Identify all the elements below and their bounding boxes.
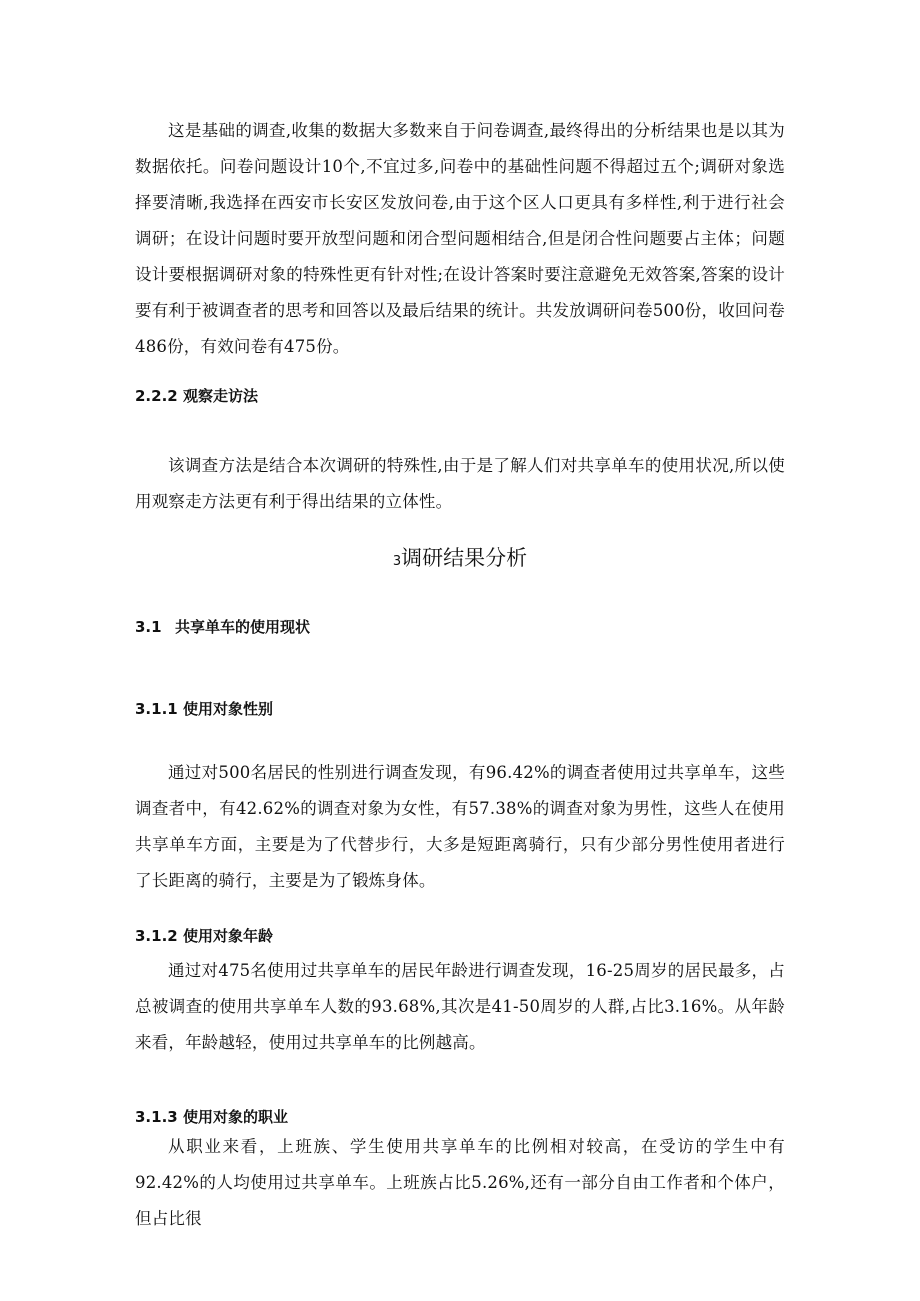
paragraph-observation-method: 该调查方法是结合本次调研的特殊性,由于是了解人们对共享单车的使用状况,所以使用观察走方法更有利于得出结果的立体性。 — [135, 456, 785, 511]
heading-number: 3.1.1 — [135, 700, 178, 718]
paragraph-occupation: 从职业来看，上班族、学生使用共享单车的比例相对较高，在受访的学生中有92.42%的人均使用过共享单车。上班族占比5.26%,还有一部分自由工作者和个体户，但占比很 — [135, 1137, 785, 1228]
chapter-title — [0, 543, 920, 577]
heading-number: 2.2.2 — [135, 387, 178, 405]
heading-2-2-2 — [135, 385, 258, 407]
heading-3-1-2 — [135, 925, 273, 947]
chapter-title-text: 调研结果分析 — [401, 546, 528, 570]
heading-3-1-3 — [135, 1106, 288, 1128]
heading-3-1 — [135, 616, 310, 638]
heading-3-1-1 — [135, 698, 273, 720]
heading-number: 3.1 — [135, 618, 162, 636]
paragraph-survey-method: 这是基础的调查,收集的数据大多数来自于问卷调查,最终得出的分析结果也是以其为数据依托。问卷问题设计10个,不宜过多,问卷中的基础性问题不得超过五个;调研对象选择要清晰,我选择在西安市长安区发放问卷,由于这个区人口更具有多样性,利于进行社会调研；在设计问题时要开放型问题和闭合型问题相结合,但是闭合性问题要占主体；问题设计要根据调研对象的特殊性更有针对性;在设计答案时要注意避免无效答案,答案的设计要有利于被调查者的思考和回答以及最后结果的统计。共发放调研问卷500份，收回问卷486份，有效问卷有475份。 — [135, 121, 785, 356]
heading-number: 3.1.2 — [135, 927, 178, 945]
heading-title: 使用对象的职业 — [183, 1108, 289, 1126]
heading-title: 使用对象性别 — [183, 700, 274, 718]
heading-number: 3.1.3 — [135, 1108, 178, 1126]
heading-title: 共享单车的使用现状 — [175, 618, 311, 636]
heading-title: 使用对象年龄 — [183, 927, 274, 945]
paragraph-age: 通过对475名使用过共享单车的居民年龄进行调查发现，16-25周岁的居民最多，占总被调查的使用共享单车人数的93.68%,其次是41-50周岁的人群,占比3.16%。从年龄来看，年龄越轻，使用过共享单车的比例越高。 — [135, 961, 785, 1052]
heading-title: 观察走访法 — [183, 387, 259, 405]
paragraph-gender: 通过对500名居民的性别进行调查发现，有96.42%的调查者使用过共享单车，这些调查者中，有42.62%的调查对象为女性，有57.38%的调查对象为男性，这些人在使用共享单车方面，主要是为了代替步行，大多是短距离骑行，只有少部分男性使用者进行了长距离的骑行，主要是为了锻炼身体。 — [135, 763, 785, 890]
chapter-number: 3 — [392, 554, 402, 569]
